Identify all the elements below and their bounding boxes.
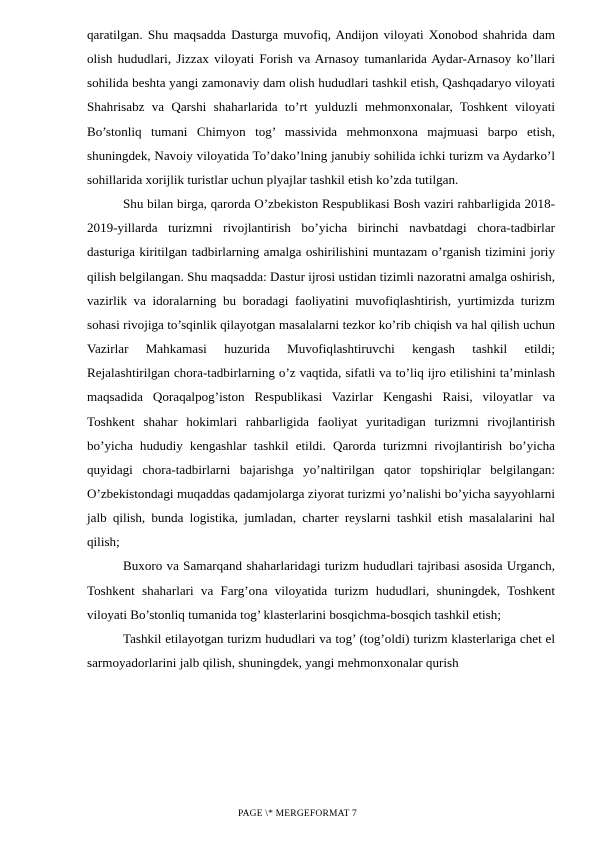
paragraph-2: Shu bilan birga, qarorda O’zbekiston Respublikasi Bosh vaziri rahbarligida 2018-2019-yillarda turizmni rivojlantirish bo’yicha birinchi navbatdagi chora-tadbirlar dasturiga kiritilgan tadbirlarning amalga oshirilishini muntazam o’rganish tizimini joriy qilish belgilangan. Shu maqsadda: Dastur ijrosi ustidan tizimli nazoratni amalga oshirish, vazirlik va idoralarning bu boradagi faoliyatini muvofiqlashtirish, yurtimizda turizm sohasi rivojiga to’sqinlik qilayotgan masalalarni tezkor ko’rib chiqish va hal qilish uchun Vazirlar Mahkamasi huzurida Muvofiqlashtiruvchi kengash tashkil etildi; Rejalashtirilgan chora-tadbirlarning o’z vaqtida, sifatli va to’liq ijro etilishini ta’minlash maqsadida Qoraqalpog’iston Respublikasi Vazirlar Kengashi Raisi, viloyatlar va Toshkent shahar hokimlari rahbarligida faoliyat yuritadigan turizmni rivojlantirish bo’yicha hududiy kengashlar tashkil etildi. Qarorda turizmni rivojlantirish bo’yicha quyidagi chora-tadbirlarni bajarishga yo’naltirilgan qator topshiriqlar belgilangan: O’zbekistondagi muqaddas qadamjolarga ziyorat turizmi yo’nalishi bo’yicha sayyohlarni jalb qilish, bunda logistika, jumladan, charter reyslarni tashkil etish masalalarini hal qilish; <box>87 196 555 550</box>
paragraph-1: qaratilgan. Shu maqsadda Dasturga muvofiq, Andijon viloyati Xonobod shahrida dam olish hududlari, Jizzax viloyati Forish va Arnasoy tumanlarida Aydar-Arnasoy ko’llari sohilida beshta yangi zamonaviy dam olish hududlari tashkil etish, Qashqadaryo viloyati Shahrisabz va Qarshi shaharlarida to’rt yulduzli mehmonxonalar, Toshkent viloyati Bo’stonliq tumani Chimyon tog’ massivida mehmonxona majmuasi barpo etish, shuningdek, Navoiy viloyatida To’dako’lning janubiy sohilida ichki turizm va Aydarko’l sohillarida xorijlik turistlar uchun plyajlar tashkil etish ko’zda tutilgan. <box>87 27 555 187</box>
paragraph-3: Buxoro va Samarqand shaharlaridagi turizm hududlari tajribasi asosida Urganch, Toshkent shaharlari va Farg’ona viloyatida turizm hududlari, shuningdek, Toshkent viloyati Bo’stonliq tumanida tog’ klasterlarini bosqichma-bosqich tashkil etish; <box>87 558 555 622</box>
body-text <box>87 23 555 675</box>
page-footer: PAGE \* MERGEFORMAT 7 <box>237 809 358 819</box>
paragraph-4: Tashkil etilayotgan turizm hududlari va tog’ (tog’oldi) turizm klasterlariga chet el sarmoyadorlarini jalb qilish, shuningdek, yangi mehmonxonalar qurish <box>87 630 555 671</box>
